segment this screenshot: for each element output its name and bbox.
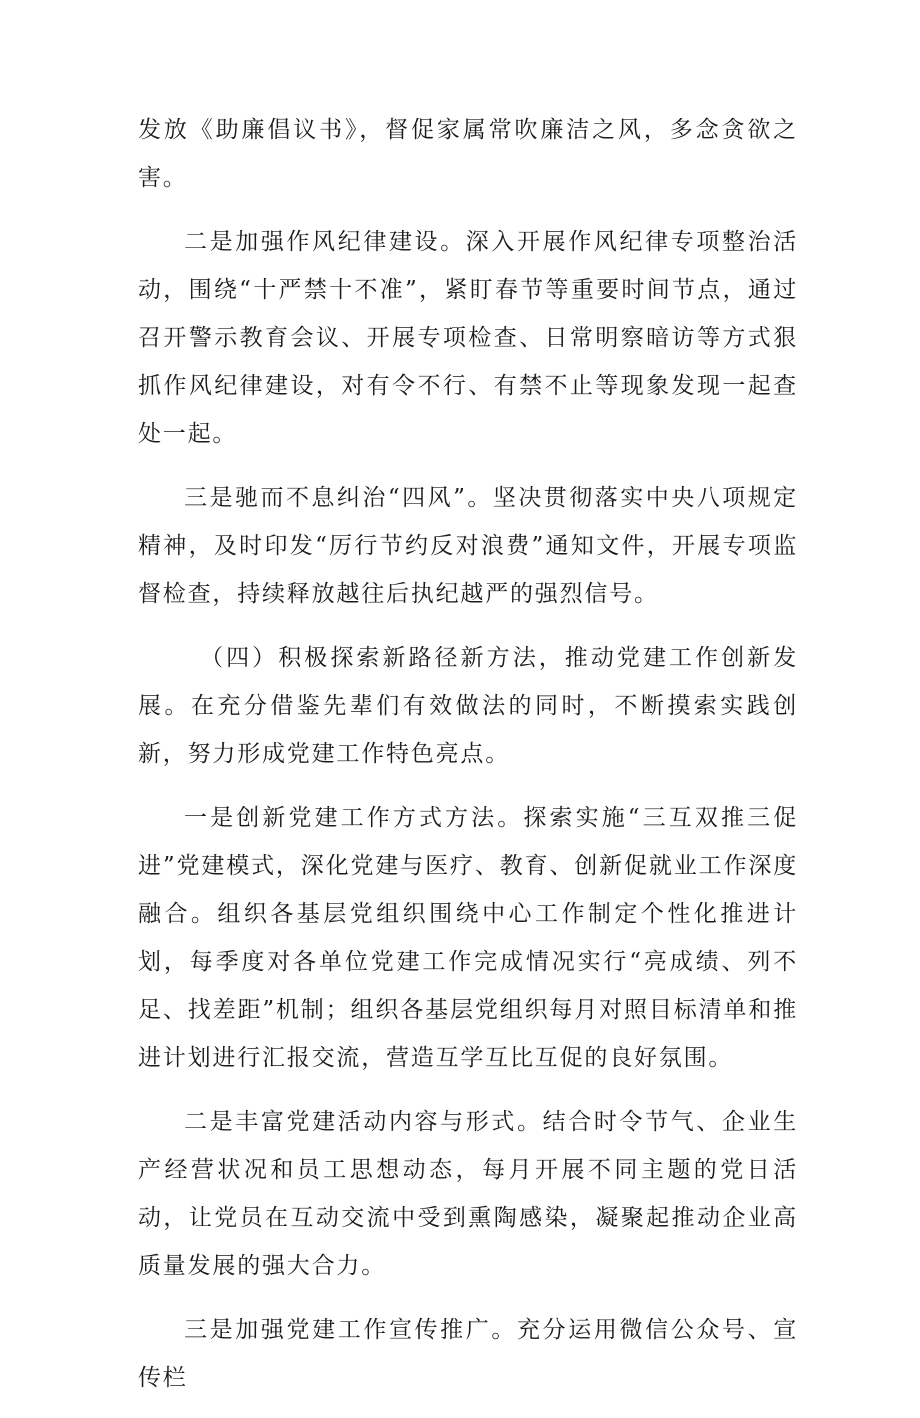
section-heading-four: （四）积极探索新路径新方法，推动党建工作创新发展。在充分借鉴先辈们有效做法的同时，不断摸索实践创新，努力形成党建工作特色亮点。 <box>138 645 798 767</box>
paragraph-innovate-methods: 一是创新党建工作方式方法。探索实施“三互双推三促进”党建模式，深化党建与医疗、教育、创新促就业工作深度融合。组织各基层党组织围绕中心工作制定个性化推进计划，每季度对各单位党建工作完成情况实行“亮成绩、列不足、找差距”机制；组织各基层党组织每月对照目标清单和推进计划进行汇报交流，营造互学互比互促的良好氛围。 <box>138 805 798 1071</box>
paragraph-four-winds: 三是驰而不息纠治“四风”。坚决贯彻落实中央八项规定精神，及时印发“厉行节约反对浪费”通知文件，开展专项监督检查，持续释放越往后执纪越严的强烈信号。 <box>138 485 798 607</box>
paragraph-continuation: 发放《助廉倡议书》，督促家属常吹廉洁之风，多念贪欲之害。 <box>138 117 798 191</box>
paragraph-publicity: 三是加强党建工作宣传推广。充分运用微信公众号、宣传栏 <box>138 1317 798 1391</box>
document-body <box>138 106 798 1418</box>
paragraph-style-discipline: 二是加强作风纪律建设。深入开展作风纪律专项整治活动，围绕“十严禁十不准”，紧盯春节等重要时间节点，通过召开警示教育会议、开展专项检查、日常明察暗访等方式狠抓作风纪律建设，对有令不行、有禁不止等现象发现一起查处一起。 <box>138 229 798 447</box>
paragraph-enrich-activities: 二是丰富党建活动内容与形式。结合时令节气、企业生产经营状况和员工思想动态，每月开展不同主题的党日活动，让党员在互动交流中受到熏陶感染，凝聚起推动企业高质量发展的强大合力。 <box>138 1109 798 1279</box>
